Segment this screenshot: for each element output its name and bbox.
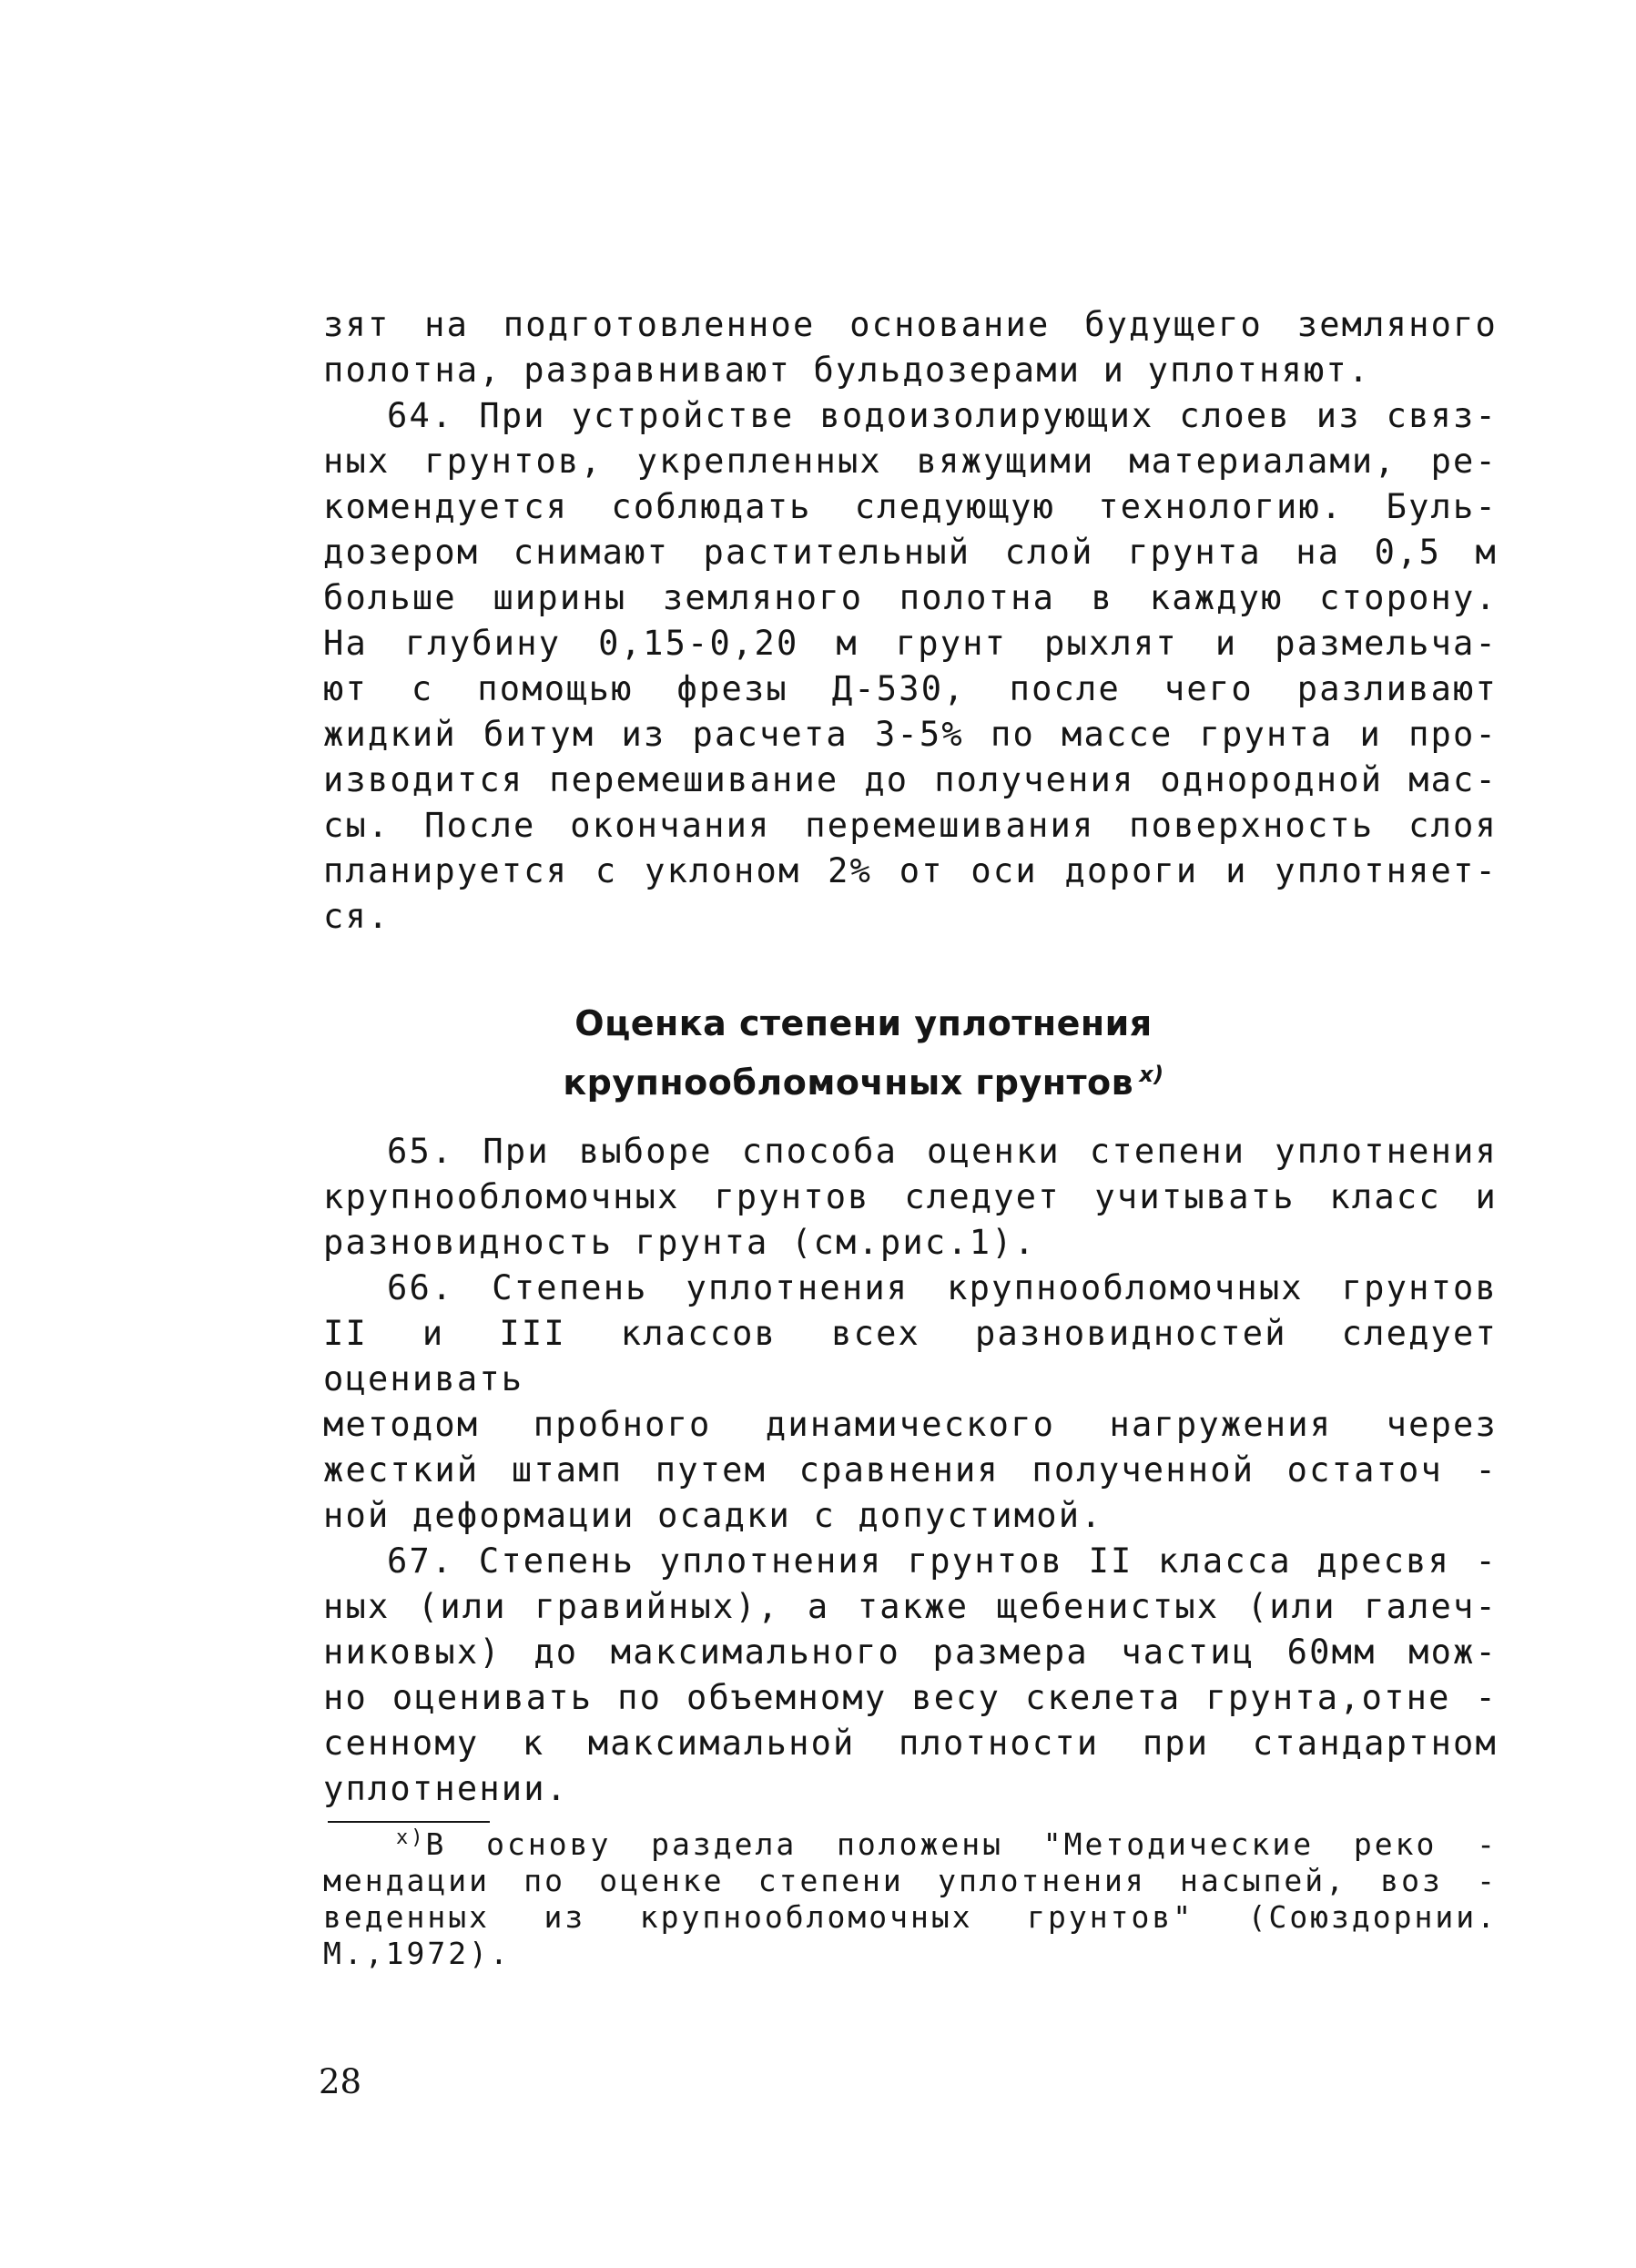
footnote-line: М.,1972).: [323, 1936, 511, 1971]
section-heading-text: крупнообломочных грунтов: [563, 1063, 1134, 1103]
text-line: ных грунтов, укрепленных вяжущими материалами, ре-: [323, 442, 1498, 481]
text-line: II и III классов всех разновидностей следует оценивать: [323, 1314, 1498, 1398]
page-number: 28: [319, 2062, 362, 2101]
text-line: но оценивать по объемному весу скелета грунта,отне -: [323, 1678, 1498, 1717]
paragraph-64-start: 64. При устройстве водоизолирующих слоев из связ-: [387, 396, 1498, 435]
footnote: [323, 1820, 1498, 1972]
text-line: дозером снимают растительный слой грунта на 0,5 м: [323, 533, 1498, 572]
section-heading-line2: [0, 1050, 1636, 1107]
text-line: На глубину 0,15-0,20 м грунт рыхлят и размельча-: [323, 624, 1498, 663]
paragraph-66-start: 66. Степень уплотнения крупнообломочных грунтов: [387, 1268, 1498, 1307]
section-heading-line1: Оценка степени уплотнения: [574, 1003, 1153, 1043]
text-line: ной деформации осадки с допустимой.: [323, 1496, 1103, 1535]
text-line: ных (или гравийных), а также щебенистых (или галеч-: [323, 1587, 1498, 1626]
text-line: изводится перемешивание до получения однородной мас-: [323, 760, 1498, 799]
text-line: разновидность грунта (см.рис.1).: [323, 1223, 1037, 1262]
footnote-marker: х): [396, 1826, 426, 1849]
footnote-line: веденных из крупнообломочных грунтов" (Союздорнии.: [323, 1899, 1498, 1935]
section-text: [323, 1129, 1498, 1812]
text-line: комендуется соблюдать следующую технологию. Буль-: [323, 487, 1498, 526]
text-line: сы. После окончания перемешивания поверхность слоя: [323, 806, 1498, 845]
footnote-line: [323, 1820, 1498, 1863]
paragraph-67-start: 67. Степень уплотнения грунтов II класса дресвя -: [387, 1541, 1498, 1581]
text-line: ся.: [323, 897, 391, 936]
intro-text: [323, 302, 1498, 940]
text-line: полотна, разравнивают бульдозерами и уплотняют.: [323, 351, 1371, 390]
text-line: жесткий штамп путем сравнения полученной остаточ -: [323, 1450, 1498, 1490]
text-line: крупнообломочных грунтов следует учитывать класс и: [323, 1177, 1498, 1216]
text-line: никовых) до максимального размера частиц 60мм мож-: [323, 1632, 1498, 1672]
text-line: зят на подготовленное основание будущего земляного: [323, 305, 1498, 344]
text-line: сенному к максимальной плотности при стандартном: [323, 1724, 1498, 1763]
text-line: ют с помощью фрезы Д-530, после чего разливают: [323, 669, 1498, 708]
text-line: планируется с уклоном 2% от оси дороги и уплотняет-: [323, 851, 1498, 890]
text-line: методом пробного динамического нагружения через: [323, 1405, 1498, 1444]
paragraph-65-start: 65. При выборе способа оценки степени уплотнения: [387, 1132, 1498, 1171]
text-line: больше ширины земляного полотна в каждую сторону.: [323, 578, 1498, 617]
footnote-marker: х): [1139, 1062, 1164, 1087]
footnote-line: мендации по оценке степени уплотнения насыпей, воз -: [323, 1863, 1498, 1898]
footnote-text: В основу раздела положены "Методические реко -: [425, 1826, 1498, 1862]
text-line: жидкий битум из расчета 3-5% по массе грунта и про-: [323, 715, 1498, 754]
text-line: уплотнении.: [323, 1769, 569, 1808]
